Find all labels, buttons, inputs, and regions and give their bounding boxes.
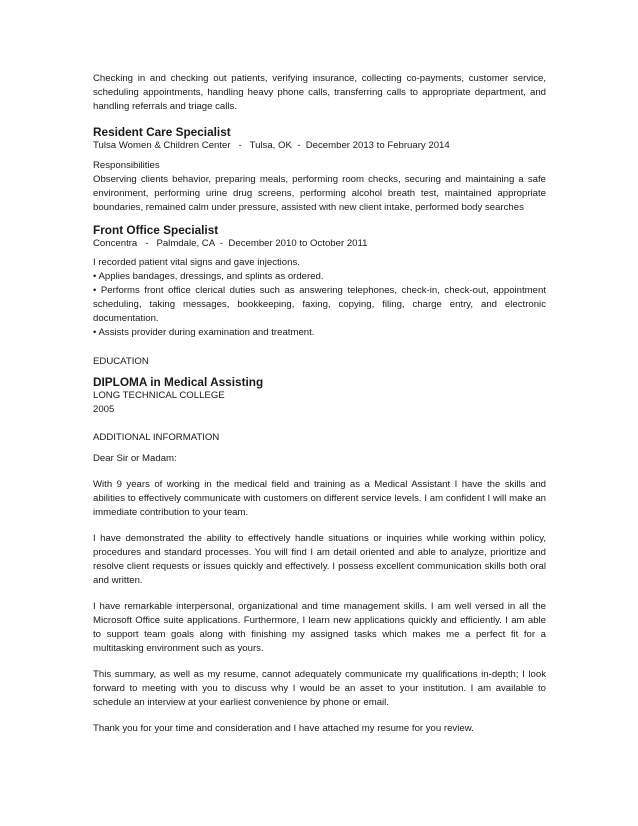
cover-paragraph: Thank you for your time and consideration and I have attached my resume for you review.	[93, 723, 474, 734]
job-entry	[93, 223, 546, 340]
degree-title: DIPLOMA in Medical Assisting	[93, 375, 264, 389]
job-line: I recorded patient vital signs and gave injections.	[93, 257, 300, 268]
intro-paragraph: Checking in and checking out patients, verifying insurance, collecting co-payments, customer service, scheduling appointments, handling heavy phone calls, transferring calls to appropriate department, and handling referrals and triage calls.	[93, 73, 546, 112]
job-entry	[93, 125, 546, 215]
cover-paragraph: With 9 years of working in the medical field and training as a Medical Assistant I have the skills and abilities to effectively communicate with customers on different service levels. I am confident I will make an immediate contribution to your team.	[93, 479, 546, 518]
school-name: LONG TECHNICAL COLLEGE	[93, 390, 225, 401]
graduation-year: 2005	[93, 404, 115, 415]
additional-section	[93, 431, 546, 736]
section-heading: EDUCATION	[93, 356, 149, 367]
job-meta: Tulsa Women & Children Center - Tulsa, OK - December 2013 to February 2014	[93, 140, 450, 151]
job-meta: Concentra - Palmdale, CA - December 2010 to October 2011	[93, 238, 368, 249]
section-heading: ADDITIONAL INFORMATION	[93, 432, 220, 443]
education-section	[93, 355, 546, 417]
job-bullet: • Performs front office clerical duties such as answering telephones, check-in, check-out, appointment scheduling, taking messages, bookkeeping, faxing, copying, filing, charge entry, and electronic documentation.	[93, 285, 546, 324]
job-description: Observing clients behavior, preparing meals, performing room checks, securing and maintaining a safe environment, performing urine drug screens, performing alcohol breath test, maintained appropriate boundaries, remained calm under pressure, assisted with new client intake, performed body searches	[93, 174, 546, 213]
job-title: Front Office Specialist	[93, 223, 219, 237]
salutation: Dear Sir or Madam:	[93, 453, 177, 464]
job-title: Resident Care Specialist	[93, 125, 231, 139]
job-bullet: • Applies bandages, dressings, and splints as ordered.	[93, 271, 324, 282]
cover-paragraph: I have remarkable interpersonal, organizational and time management skills. I am well versed in all the Microsoft Office suite applications. Furthermore, I learn new applications quickly and efficiently. I am able to support team goals along with finishing my assigned tasks which makes me a perfect fit for a multitasking environment such as yours.	[93, 601, 546, 654]
cover-paragraph: This summary, as well as my resume, cannot adequately communicate my qualifications in-depth; I look forward to meeting with you to discuss why I would be an asset to your institution. I am available to schedule an interview at your earliest convenience by phone or email.	[93, 669, 546, 708]
job-subheading: Responsibilities	[93, 160, 160, 171]
job-bullet: • Assists provider during examination and treatment.	[93, 327, 315, 338]
cover-paragraph: I have demonstrated the ability to effectively handle situations or inquiries while working within policy, procedures and standard processes. You will find I am detail oriented and able to analyze, prioritize and resolve client requests or issues quickly and effectively. I possess excellent communication skills both oral and written.	[93, 533, 546, 586]
resume-content	[93, 72, 546, 736]
